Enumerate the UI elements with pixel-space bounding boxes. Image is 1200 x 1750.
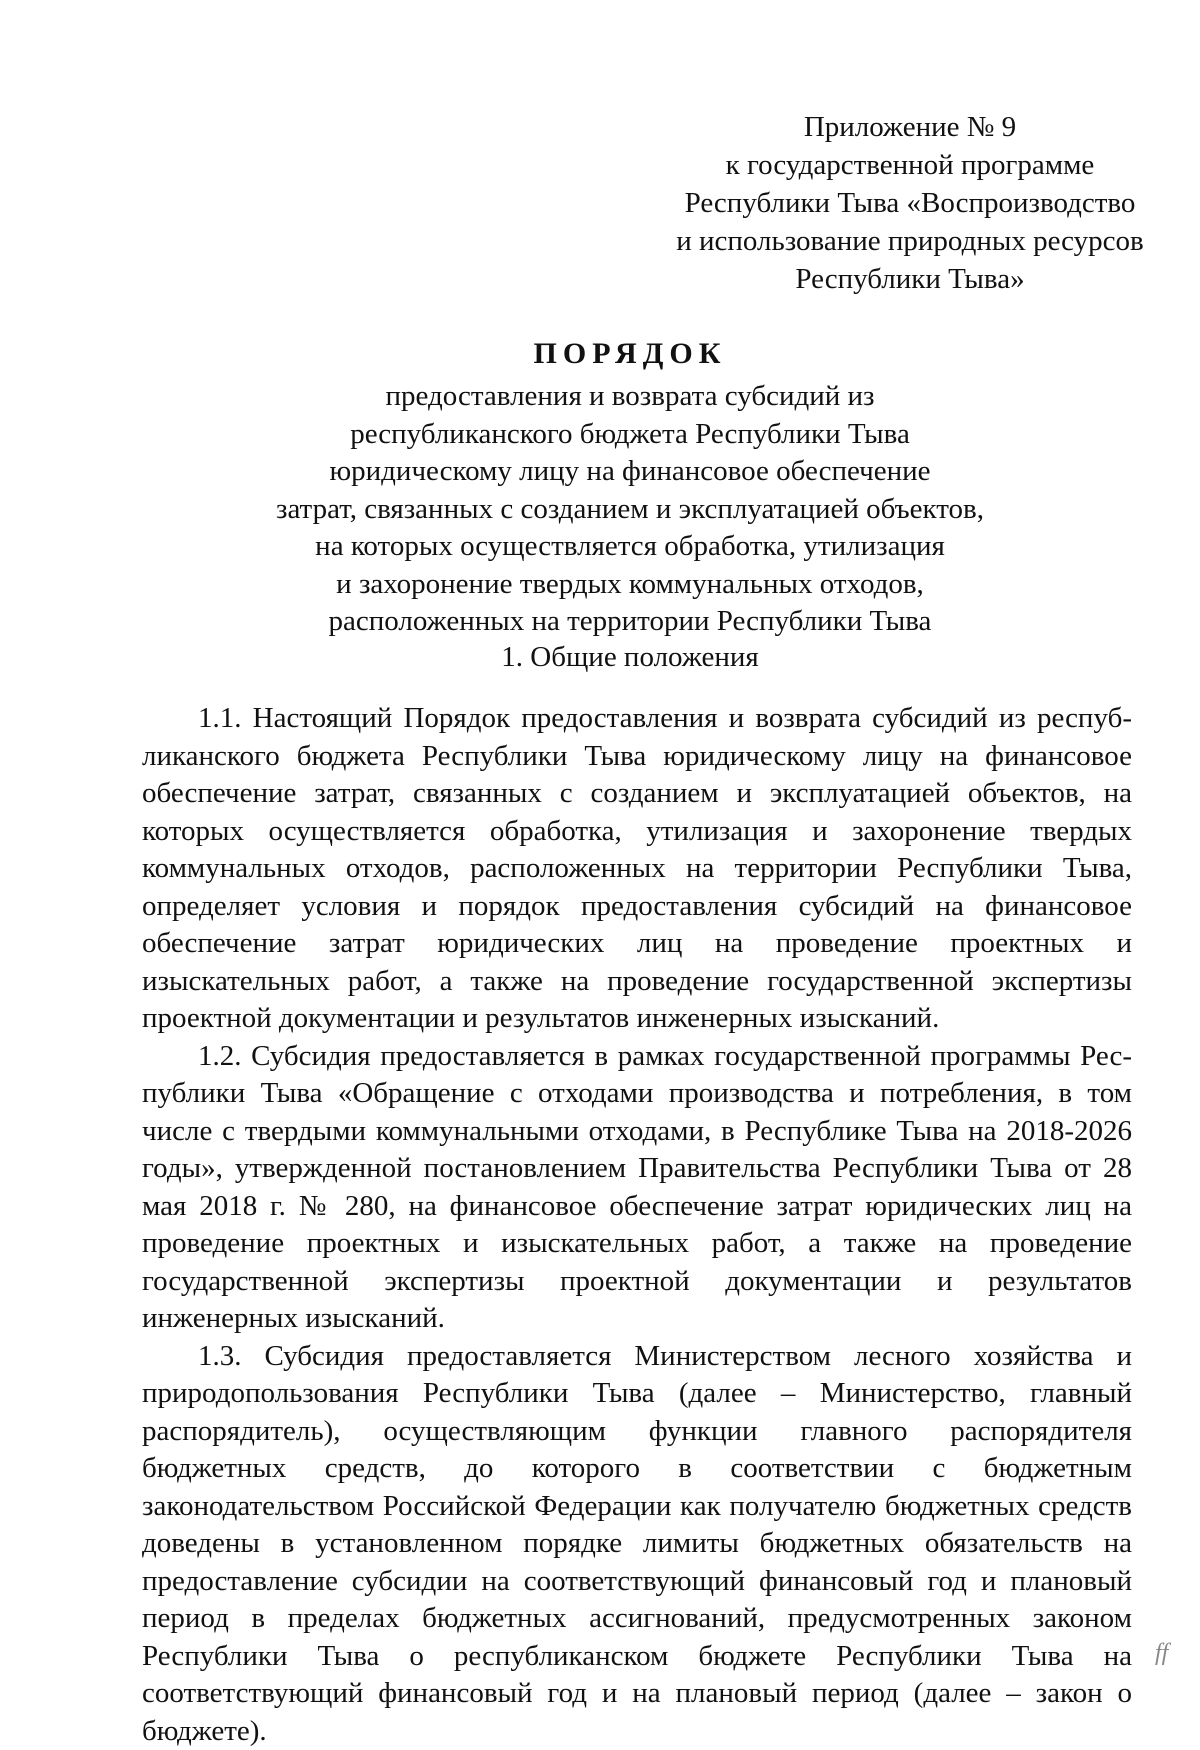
subtitle-line: расположенных на территории Республики Тыва	[0, 603, 1200, 641]
section-heading: 1. Общие положения	[0, 638, 1200, 676]
document-subtitle	[0, 378, 1200, 641]
subtitle-line: предоставления и возврата субсидий из	[0, 378, 1200, 416]
annex-line: Республики Тыва»	[660, 260, 1160, 298]
subtitle-line: и захоронение твердых коммунальных отходов,	[0, 566, 1200, 604]
annex-line: и использование природных ресурсов	[660, 222, 1160, 260]
annex-line: Республики Тыва «Воспроизводство	[660, 184, 1160, 222]
handwritten-page-mark: ff	[1155, 1640, 1168, 1667]
subtitle-line: республиканского бюджета Республики Тыва	[0, 416, 1200, 454]
document-title: ПОРЯДОК	[0, 335, 1200, 373]
annex-line: к государственной программе	[660, 146, 1160, 184]
paragraph-1-1: 1.1. Настоящий Порядок предоставления и возврата субсидий из республиканского бюджета Республики Тыва юридическому лицу на финансовое обеспечение затрат, связанных с созданием и эксплуатацией объектов, на которых осуществляется обработка, утилизация и захоронение твердых коммунальных отходов, расположенных на территории Республики Тыва, определяет условия и порядок предоставления субсидий на финансовое обеспечение затрат юридических лиц на проведение проектных и изыскательных работ, а также на проведение государственной экспертизы проектной документации и результатов инженерных изысканий.	[142, 700, 1132, 1038]
paragraph-1-3: 1.3. Субсидия предоставляется Министерством лесного хозяйства и природопользования Республики Тыва (далее – Министерство, главный распорядитель), осуществляющим функции главного распорядителя бюджетных средств, до которого в соответствии с бюджетным законодательством Российской Федерации как получателю бюджетных средств доведены в установленном порядке лимиты бюджетных обязательств на предоставление субсидии на соответствующий финансовый год и плановый период в пределах бюджетных ассигнований, предусмотренных законом Республики Тыва о республиканском бюджете Республики Тыва на соответствующий финансовый год и на плановый период (далее – закон о бюджете).	[142, 1338, 1132, 1750]
section-body	[142, 700, 1132, 1750]
subtitle-line: юридическому лицу на финансовое обеспечение	[0, 453, 1200, 491]
subtitle-line: затрат, связанных с созданием и эксплуатацией объектов,	[0, 491, 1200, 529]
subtitle-line: на которых осуществляется обработка, утилизация	[0, 528, 1200, 566]
paragraph-1-2: 1.2. Субсидия предоставляется в рамках государственной программы Республики Тыва «Обращение с отходами производства и потребления, в том числе с твердыми коммунальными отходами, в Республике Тыва на 2018-2026 годы», утвержденной постановлением Правительства Республики Тыва от 28 мая 2018 г. № 280, на финансовое обеспечение затрат юридических лиц на проведение проектных и изыскательных работ, а также на проведение государственной экспертизы проектной документации и результатов инженерных изысканий.	[142, 1038, 1132, 1338]
annex-reference	[660, 108, 1160, 298]
annex-line: Приложение № 9	[660, 108, 1160, 146]
